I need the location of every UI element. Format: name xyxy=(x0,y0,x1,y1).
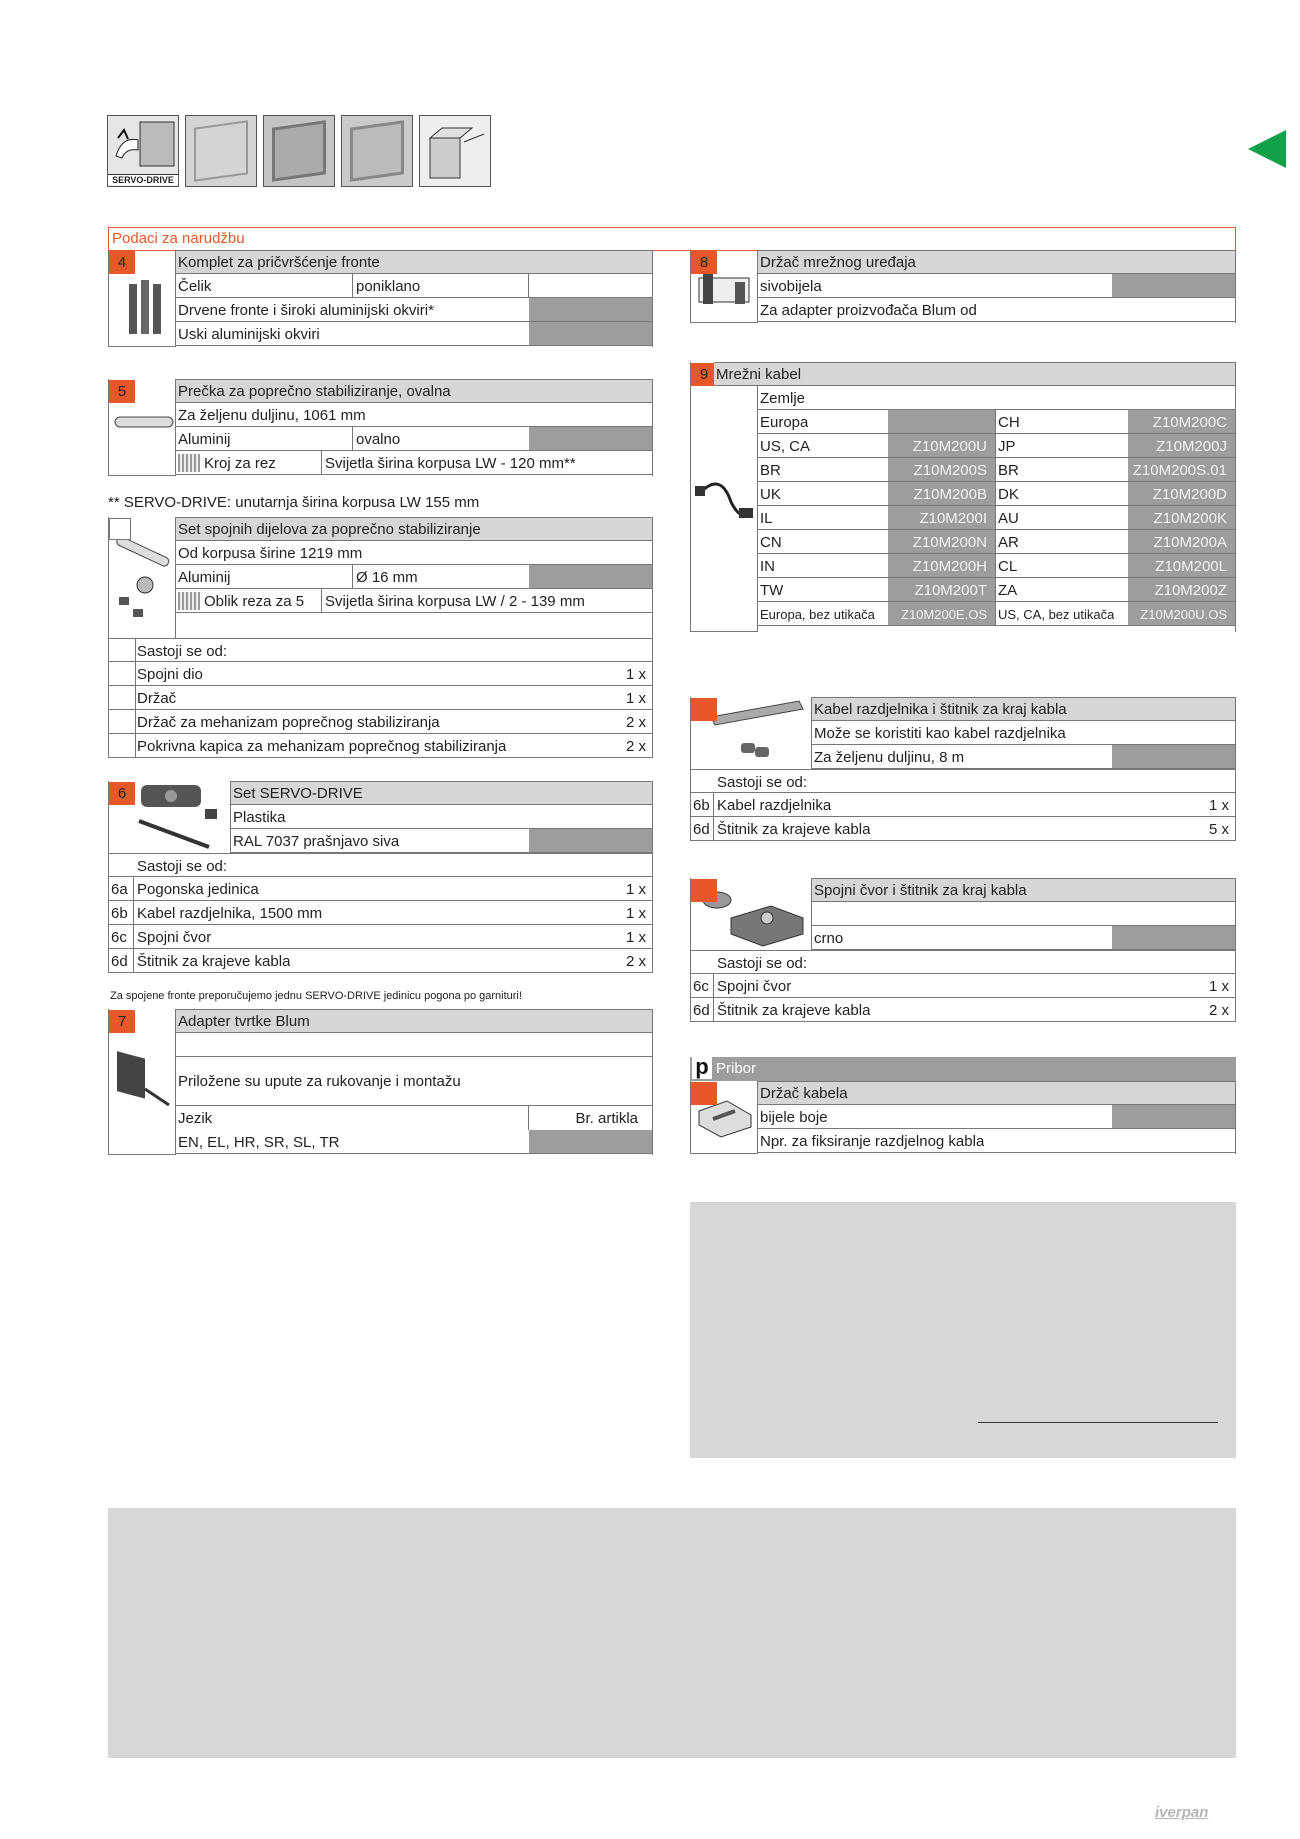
front-thumbnail-1 xyxy=(185,115,257,187)
section4-row3: Uski aluminijski okviri xyxy=(176,322,652,346)
section6-item: 6c Spojni čvor 1 x xyxy=(108,925,653,949)
saw-icon xyxy=(178,592,200,610)
set-row2: Aluminij Ø 16 mm xyxy=(176,565,652,589)
node-item: 6c Spojni čvor 1 x xyxy=(690,974,1236,998)
next-page-triangle-icon[interactable] xyxy=(1248,130,1286,168)
cabinet-detail-icon xyxy=(420,116,490,186)
set-item: Držač 1 x xyxy=(108,686,653,710)
footer-logo: iverpan xyxy=(1155,1804,1209,1821)
cable-row: IL Z10M200I AU Z10M200K xyxy=(758,506,1235,530)
section4-title: Komplet za pričvršćenje fronte xyxy=(176,250,652,274)
cable-divider-consists: Sastoji se od: xyxy=(690,769,1236,793)
section5-row3: Kroj za rez Svijetla širina korpusa LW - 120 mm** xyxy=(176,451,652,475)
front-thumbnail-3 xyxy=(341,115,413,187)
section9-title: Mrežni kabel xyxy=(714,362,1235,386)
cable-divider-title: Kabel razdjelnika i štitnik za kraj kabla xyxy=(812,697,1235,721)
set-item: Spojni dio 1 x xyxy=(108,662,653,686)
section7-title: Adapter tvrtke Blum xyxy=(176,1009,652,1033)
cable-row: CN Z10M200N AR Z10M200A xyxy=(758,530,1235,554)
set-consists: Sastoji se od: xyxy=(108,638,653,662)
notes-box xyxy=(690,1202,1236,1458)
section8-number: 8 xyxy=(691,251,717,274)
section4-row2: Drvene fronte i široki aluminijski okviri* xyxy=(176,298,652,322)
section9-image xyxy=(690,362,758,632)
cable-row: UK Z10M200B DK Z10M200D xyxy=(758,482,1235,506)
accessories-row1: bijele boje xyxy=(758,1105,1235,1129)
set-title: Set spojnih dijelova za poprečno stabiliziranje xyxy=(176,517,652,541)
servo-drive-label: SERVO-DRIVE xyxy=(108,174,178,185)
cable-divider-row1: Može se koristiti kao kabel razdjelnika xyxy=(812,721,1235,745)
set-item: Pokrivna kapica za mehanizam poprečnog stabiliziranja 2 x xyxy=(108,734,653,758)
bottom-box xyxy=(108,1508,1236,1758)
hand-push-icon xyxy=(108,116,178,172)
section6-item: 6a Pogonska jedinica 1 x xyxy=(108,877,653,901)
section9-number: 9 xyxy=(691,363,717,386)
section5-row2: Aluminij ovalno xyxy=(176,427,652,451)
node-number xyxy=(691,879,717,902)
section7-lang-header: Jezik Br. artikla xyxy=(176,1106,652,1130)
section6-item: 6b Kabel razdjelnika, 1500 mm 1 x xyxy=(108,901,653,925)
node-item: 6d Štitnik za krajeve kabla 2 x xyxy=(690,998,1236,1022)
cable-row: TW Z10M200T ZA Z10M200Z xyxy=(758,578,1235,602)
cable-row: US, CA Z10M200U JP Z10M200J xyxy=(758,434,1235,458)
accessories-heading: Pribor xyxy=(716,1060,757,1077)
front-thumbnail-2 xyxy=(263,115,335,187)
accessories-header xyxy=(690,1057,1236,1081)
set-item: Držač za mehanizam poprečnog stabiliziranja 2 x xyxy=(108,710,653,734)
section6-title: Set SERVO-DRIVE xyxy=(231,781,652,805)
cable-divider-item: 6b Kabel razdjelnika 1 x xyxy=(690,793,1236,817)
section5-row1: Za željenu duljinu, 1061 mm xyxy=(176,403,652,427)
section7-row1: Priložene su upute za rukovanje i montažu xyxy=(178,1072,461,1090)
set-row1: Od korpusa širine 1219 mm xyxy=(176,541,652,565)
section7-lang-row: EN, EL, HR, SR, SL, TR xyxy=(176,1130,652,1154)
section7-blank xyxy=(176,1033,652,1057)
section4-number: 4 xyxy=(109,251,135,274)
section7-number: 7 xyxy=(109,1010,135,1033)
section6-item: 6d Štitnik za krajeve kabla 2 x xyxy=(108,949,653,973)
accessories-number xyxy=(691,1082,717,1105)
section5-note: ** SERVO-DRIVE: unutarnja širina korpusa LW 155 mm xyxy=(108,494,480,511)
section6-row2: RAL 7037 prašnjavo siva xyxy=(231,829,652,853)
section4-row1: Čelik poniklano xyxy=(176,274,652,298)
cable-divider-row2: Za željenu duljinu, 8 m xyxy=(812,745,1235,769)
cable-row: IN Z10M200H CL Z10M200L xyxy=(758,554,1235,578)
cable-divider-number xyxy=(691,698,717,721)
section8-row1: sivobijela xyxy=(758,274,1235,298)
node-row2: crno xyxy=(812,926,1235,950)
section8-title: Držač mrežnog uređaja xyxy=(758,250,1235,274)
accessories-letter: p xyxy=(692,1055,712,1079)
section5-number: 5 xyxy=(109,380,135,403)
section6-note: Za spojene fronte preporučujemo jednu SERVO-DRIVE jedinicu pogona po garnituri! xyxy=(110,990,522,1002)
accessories-row2: Npr. za fiksiranje razdjelnog kabla xyxy=(758,1129,1235,1153)
accessories-title: Držač kabela xyxy=(758,1081,1235,1105)
servo-drive-thumbnail xyxy=(107,115,179,187)
section5-title: Prečka za poprečno stabiliziranje, ovalna xyxy=(176,379,652,403)
node-consists: Sastoji se od: xyxy=(690,950,1236,974)
detail-thumbnail xyxy=(419,115,491,187)
cable-row-last: Europa, bez utikača Z10M200E.OS US, CA, bez utikača Z10M200U.OS xyxy=(758,602,1235,626)
set-number-box xyxy=(109,518,131,540)
section8-row2: Za adapter proizvođača Blum od xyxy=(758,298,1235,322)
cable-row: BR Z10M200S BR Z10M200S.01 xyxy=(758,458,1235,482)
cable-row: Europa CH Z10M200C xyxy=(758,410,1235,434)
order-header: Podaci za narudžbu xyxy=(108,227,1236,251)
saw-icon xyxy=(178,454,200,472)
section9-countries: Zemlje xyxy=(758,386,1235,410)
section6-consists: Sastoji se od: xyxy=(108,853,653,877)
cable-divider-item: 6d Štitnik za krajeve kabla 5 x xyxy=(690,817,1236,841)
network-cable-icon xyxy=(691,362,757,630)
section6-number: 6 xyxy=(109,782,135,805)
signature-line xyxy=(978,1422,1218,1423)
set-row3: Oblik reza za 5 Svijetla širina korpusa LW / 2 - 139 mm xyxy=(176,589,652,613)
node-row1 xyxy=(812,902,1235,926)
section6-row1: Plastika xyxy=(231,805,652,829)
node-title: Spojni čvor i štitnik za kraj kabla xyxy=(812,878,1235,902)
